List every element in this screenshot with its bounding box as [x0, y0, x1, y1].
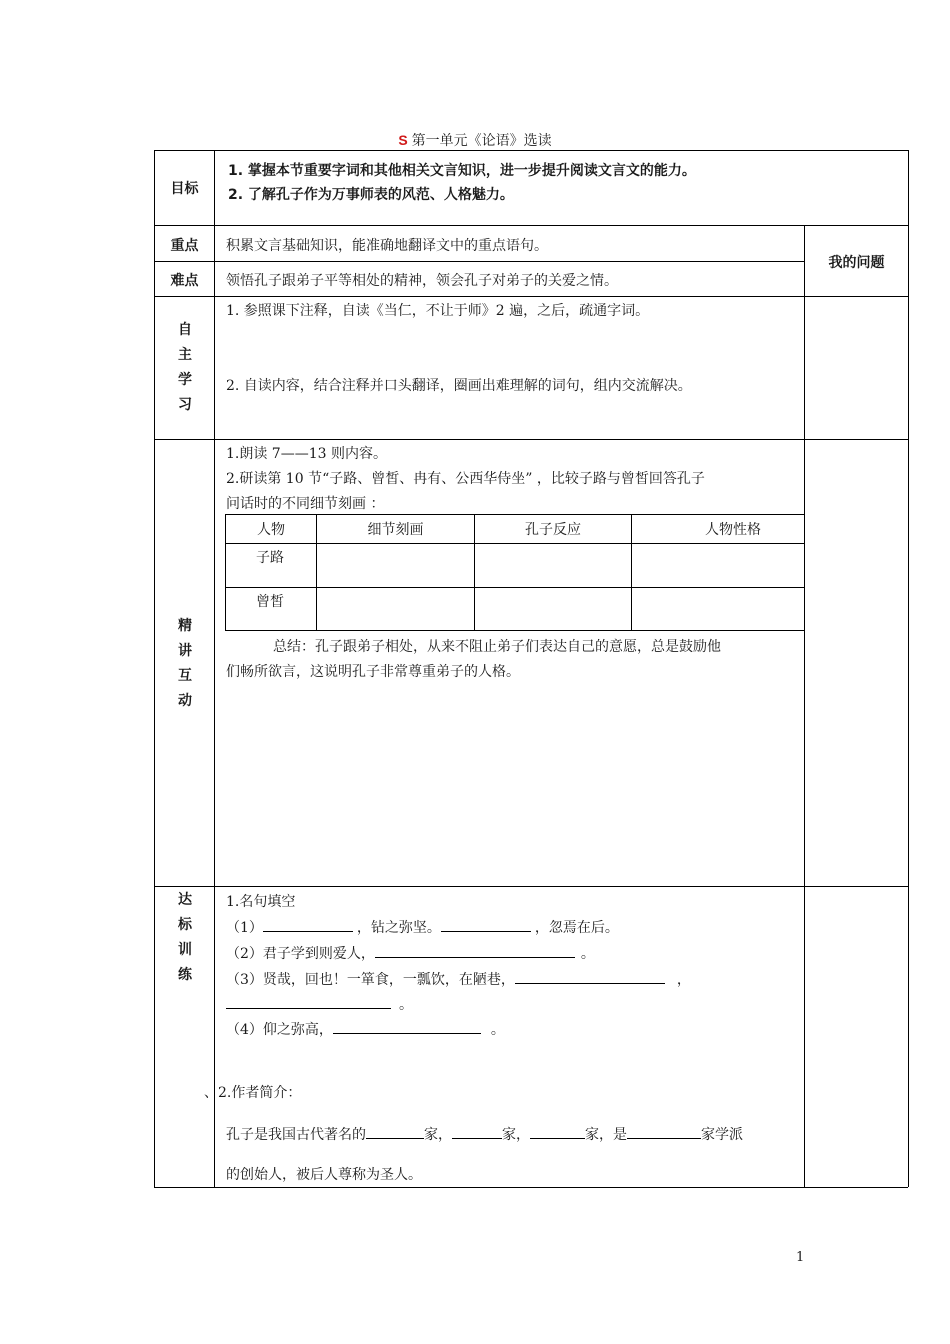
grid-line — [225, 587, 805, 588]
grid-line — [154, 261, 804, 262]
grid-line — [631, 514, 632, 630]
self-study-item-2: 2. 自读内容，结合注释并口头翻译，圈画出难理解的词句，组内交流解决。 — [226, 378, 692, 394]
page-title — [0, 130, 950, 150]
title-text: 第一单元《论语》选读 — [411, 133, 552, 149]
fill-question-2: （2）君子学到则爱人， 。 — [226, 942, 595, 963]
grid-line — [154, 225, 908, 226]
answer-blank[interactable] — [441, 916, 531, 932]
page-number: 1 — [796, 1250, 805, 1265]
difficulty-text: 领悟孔子跟弟子平等相处的精神，领会孔子对弟子的关爱之情。 — [226, 273, 618, 289]
grid-line — [154, 886, 908, 887]
grid-line — [225, 543, 805, 544]
practice-heading-1: 1.名句填空 — [226, 894, 296, 910]
interaction-item-2-line-2: 问话时的不同细节刻画 ： — [226, 496, 385, 512]
difficulty-label: 难点 — [170, 273, 199, 289]
grid-line — [908, 150, 909, 1187]
fill-question-3: （3）贤哉，回也！一箪食，一瓢饮，在陋巷， ， — [226, 968, 691, 989]
summary-line-2: 们畅所欲言，这说明孔子非常尊重弟子的人格。 — [226, 664, 520, 680]
answer-blank[interactable] — [452, 1123, 502, 1139]
goal-item-1: 1. 掌握本节重要字词和其他相关文言知识，进一步提升阅读文言文的能力。 — [228, 163, 696, 179]
grid-line — [225, 630, 805, 631]
grid-line — [154, 1187, 908, 1188]
goal-item-2: 2. 了解孔子作为万事师表的风范、人格魅力。 — [228, 187, 514, 203]
my-questions-header: 我的问题 — [828, 255, 885, 271]
grid-line — [154, 296, 908, 297]
summary-line-1: 总结：孔子跟弟子相处，从来不阻止弟子们表达自己的意愿，总是鼓励他 — [273, 639, 721, 655]
grid-line — [154, 150, 908, 151]
table-row-label: 曾皙 — [256, 594, 284, 610]
table-header: 孔子反应 — [525, 522, 581, 538]
table-header: 人物 — [257, 522, 285, 538]
fill-question-4: （4）仰之弥高， 。 — [226, 1018, 505, 1039]
grid-line — [225, 514, 805, 515]
goals-label: 目标 — [170, 181, 199, 197]
title-marker: S — [398, 132, 408, 148]
answer-blank[interactable] — [263, 916, 353, 932]
grid-line — [804, 225, 805, 1187]
answer-blank[interactable] — [226, 993, 391, 1009]
answer-blank[interactable] — [515, 968, 665, 984]
key-point-label: 重点 — [170, 238, 199, 254]
practice-heading-2: 、2.作者简介： — [204, 1085, 302, 1101]
interaction-item-1: 1.朗读 7——13 则内容。 — [226, 446, 387, 462]
interaction-item-2-line-1: 2.研读第 10 节“子路、曾皙、冉有、公西华侍坐” ，比较子路与曾皙回答孔子 — [226, 471, 705, 487]
interaction-label: 精 讲 互 动 — [178, 618, 192, 709]
answer-blank[interactable] — [333, 1018, 481, 1034]
self-study-item-1: 1. 参照课下注释，自读《当仁，不让于师》2 遍，之后，疏通字词。 — [226, 303, 650, 319]
practice-label: 达 标 训 练 — [178, 892, 192, 983]
author-intro-line-1: 孔子是我国古代著名的 家， 家， 家，是 家学派 — [226, 1123, 743, 1144]
self-study-label: 自 主 学 习 — [178, 322, 192, 413]
author-intro-line-2: 的创始人，被后人尊称为圣人。 — [226, 1167, 422, 1183]
fill-question-3-cont: 。 — [226, 993, 413, 1014]
table-header: 细节刻画 — [367, 522, 424, 538]
key-point-text: 积累文言基础知识，能准确地翻译文中的重点语句。 — [226, 238, 548, 254]
grid-line — [154, 439, 908, 440]
table-row-label: 子路 — [256, 550, 284, 566]
answer-blank[interactable] — [375, 942, 575, 958]
answer-blank[interactable] — [366, 1123, 424, 1139]
fill-question-1: （1） ，钻之弥坚。 ，忽焉在后。 — [226, 916, 619, 937]
answer-blank[interactable] — [627, 1123, 701, 1139]
table-header: 人物性格 — [705, 522, 761, 538]
answer-blank[interactable] — [530, 1123, 585, 1139]
